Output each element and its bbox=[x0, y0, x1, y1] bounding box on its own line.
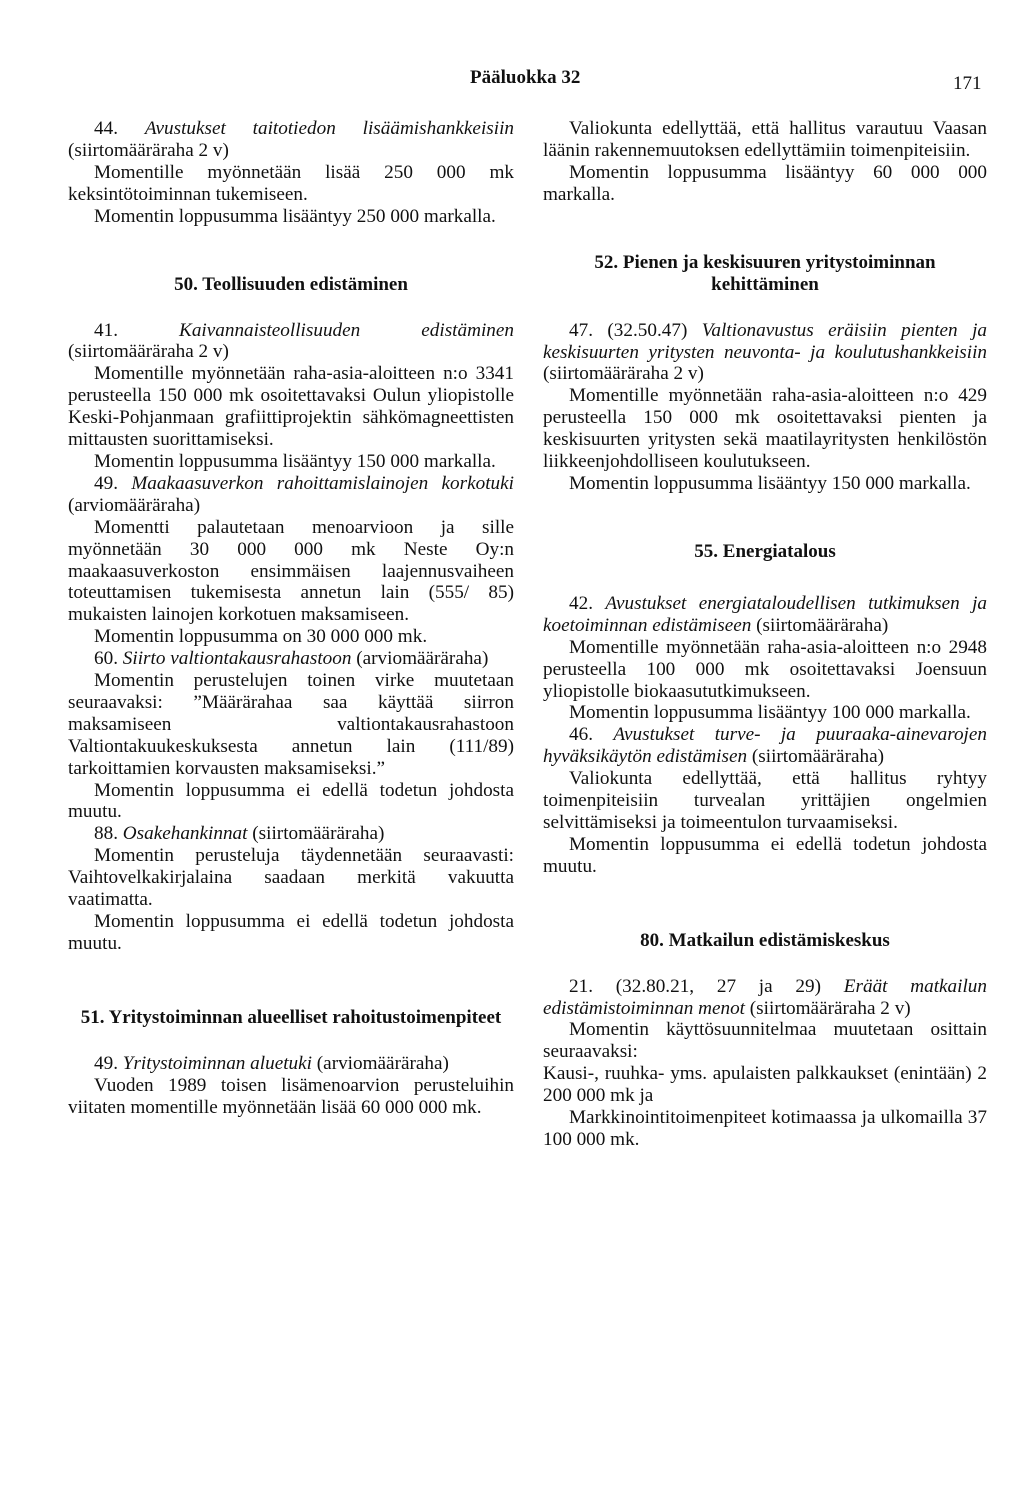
item-type: (siirtomääräraha 2 v) bbox=[68, 341, 229, 363]
item-heading bbox=[68, 823, 514, 845]
section-heading: 55. Energiatalous bbox=[694, 540, 836, 562]
item-title: Yritystoiminnan aluetuki bbox=[122, 1052, 312, 1074]
paragraph: Momentin loppusumma ei edellä todetun johdosta muutu. bbox=[68, 779, 514, 823]
item-number: 42. bbox=[569, 592, 593, 614]
item-title: Maakaasuverkon rahoittamislainojen korkotuki bbox=[131, 472, 514, 494]
item-title: Valtionavustus eräisiin pienten ja keskisuurten yritysten neuvonta- ja koulutushankkeisiin bbox=[543, 319, 987, 363]
item-number: 44. bbox=[94, 118, 118, 139]
section-heading: 51. Yritystoiminnan alueelliset rahoitustoimenpiteet bbox=[80, 1006, 502, 1028]
item-number: 47. (32.50.47) bbox=[569, 319, 688, 341]
item-title: Siirto valtiontakausrahastoon bbox=[122, 648, 352, 670]
paragraph: Momentin perusteluja täydennetään seuraavasti: Vaihtovelkakirjalaina saadaan merkitä vakuutta vaatimatta. bbox=[68, 845, 514, 911]
paragraph: Momentin loppusumma lisääntyy 100 000 markalla. bbox=[569, 702, 971, 724]
paragraph: Momentin loppusumma on 30 000 000 mk. bbox=[94, 626, 428, 648]
item-type: (arviomääräraha) bbox=[356, 648, 489, 670]
paragraph: Momentin loppusumma lisääntyy 250 000 markalla. bbox=[94, 205, 496, 227]
section-heading: 50. Teollisuuden edistäminen bbox=[174, 273, 408, 295]
paragraph: Momentin loppusumma lisääntyy 150 000 markalla. bbox=[94, 450, 496, 472]
item-heading bbox=[543, 320, 987, 386]
paragraph: Valiokunta edellyttää, että hallitus ryhtyy toimenpiteisiin turvealan yrittäjien ongelmien selvittämiseksi ja toimeentulon turvaamiseksi. bbox=[543, 768, 987, 833]
paragraph: Momentin perustelujen toinen virke muutetaan seuraavaksi: ”Määrärahaa saa käyttää siirron maksamiseen valtiontakausrahastoon Valtiontakuukeskuksesta annetun lain (111/89) tarkoittamien korvausten maksamiseksi.” bbox=[68, 670, 514, 779]
item-heading bbox=[68, 648, 514, 670]
paragraph: Momentille myönnetään raha-asia-aloitteen n:o 2948 perusteella 100 000 mk osoitettavaksi Joensuun yliopistolle biokaasututkimukseen. bbox=[543, 636, 987, 702]
page-number: 171 bbox=[953, 73, 982, 94]
paragraph: Momentti palautetaan menoarvioon ja sille myönnetään 30 000 000 mk Neste Oy:n maakaasuverkoston ensimmäisen laajennusvaiheen toteuttamisen tukemisesta annetun lain (555/ 85) mukaisten lainojen korkotuen maksamiseen. bbox=[68, 516, 514, 626]
paragraph: Kausi-, ruuhka- yms. apulaisten palkkaukset (enintään) 2 200 000 mk ja bbox=[543, 1063, 987, 1107]
running-title: Pääluokka 32 bbox=[470, 67, 581, 88]
right-column bbox=[543, 118, 987, 1151]
item-type: (siirtomääräraha 2 v) bbox=[543, 363, 704, 385]
item-heading bbox=[68, 118, 514, 162]
item-number: 21. (32.80.21, 27 ja 29) bbox=[569, 975, 822, 997]
left-column bbox=[68, 118, 514, 1119]
paragraph: Momentin loppusumma ei edellä todetun johdosta muutu. bbox=[68, 911, 514, 954]
paragraph: Markkinointitoimenpiteet kotimaassa ja ulkomailla 37 100 000 mk. bbox=[543, 1107, 987, 1150]
section-heading: 80. Matkailun edistämiskeskus bbox=[640, 929, 890, 951]
item-type: (arviomääräraha) bbox=[68, 494, 201, 516]
item-title: Avustukset energiataloudellisen tutkimuksen ja koetoiminnan edistämiseen bbox=[543, 592, 987, 636]
item-number: 49. bbox=[94, 1052, 118, 1074]
item-type: (siirtomääräraha) bbox=[751, 746, 884, 768]
item-number: 60. bbox=[94, 648, 118, 670]
paragraph: Momentin loppusumma lisääntyy 60 000 000 markalla. bbox=[543, 161, 987, 205]
paragraph: Momentin loppusumma ei edellä todetun johdosta muutu. bbox=[543, 833, 987, 877]
section-heading: 52. Pienen ja keskisuuren yritystoiminnan kehittäminen bbox=[594, 251, 936, 295]
item-number: 46. bbox=[569, 724, 593, 746]
item-number: 41. bbox=[94, 319, 118, 341]
item-type: (siirtomääräraha 2 v) bbox=[749, 997, 911, 1019]
paragraph: Momentin käyttösuunnitelmaa muutetaan osittain seuraavaksi: bbox=[543, 1019, 987, 1063]
paragraph: Momentille myönnetään raha-asia-aloitteen n:o 3341 perusteella 150 000 mk osoitettavaksi Oulun yliopistolle Keski-Pohjanmaan grafiittiprojektin sähkömagneettisten mittausten suorittamiseksi. bbox=[68, 363, 514, 451]
item-heading bbox=[68, 473, 514, 517]
item-title: Eräät matkailun edistämistoiminnan menot bbox=[543, 975, 987, 1019]
paragraph: Momentin loppusumma lisääntyy 150 000 markalla. bbox=[569, 472, 971, 494]
item-type: (siirtomääräraha) bbox=[252, 823, 385, 845]
page-header bbox=[0, 67, 1024, 99]
item-type: (siirtomääräraha 2 v) bbox=[68, 139, 229, 161]
item-type: (arviomääräraha) bbox=[316, 1052, 449, 1074]
paragraph: Momentille myönnetään lisää 250 000 mk keksintötoiminnan tukemiseen. bbox=[68, 161, 514, 205]
item-heading bbox=[543, 593, 987, 637]
item-title: Avustukset taitotiedon lisäämishankkeisiin bbox=[144, 118, 514, 139]
item-title: Avustukset turve- ja puuraaka-ainevarojen hyväksikäytön edistämisen bbox=[543, 724, 987, 768]
item-number: 49. bbox=[94, 472, 118, 494]
item-title: Kaivannaisteollisuuden edistäminen bbox=[179, 319, 514, 341]
item-heading bbox=[68, 1053, 514, 1075]
item-type: (siirtomääräraha) bbox=[756, 614, 889, 636]
paragraph: Momentille myönnetään raha-asia-aloitteen n:o 429 perusteella 150 000 mk osoitettavaksi pienten ja keskisuurten yritysten sekä maatilayritysten henkilöstön liikkeenjohdolliseen koulutukseen. bbox=[543, 385, 987, 473]
paragraph: Vuoden 1989 toisen lisämenoarvion perusteluihin viitaten momentille myönnetään lisää 60 000 000 mk. bbox=[68, 1074, 514, 1118]
item-number: 88. bbox=[94, 823, 118, 845]
paragraph: Valiokunta edellyttää, että hallitus varautuu Vaasan läänin rakennemuutoksen edellyttämiin toimenpiteisiin. bbox=[543, 118, 987, 161]
item-heading bbox=[543, 976, 987, 1020]
item-heading bbox=[543, 724, 987, 768]
item-title: Osakehankinnat bbox=[122, 823, 248, 845]
item-heading bbox=[68, 320, 514, 364]
